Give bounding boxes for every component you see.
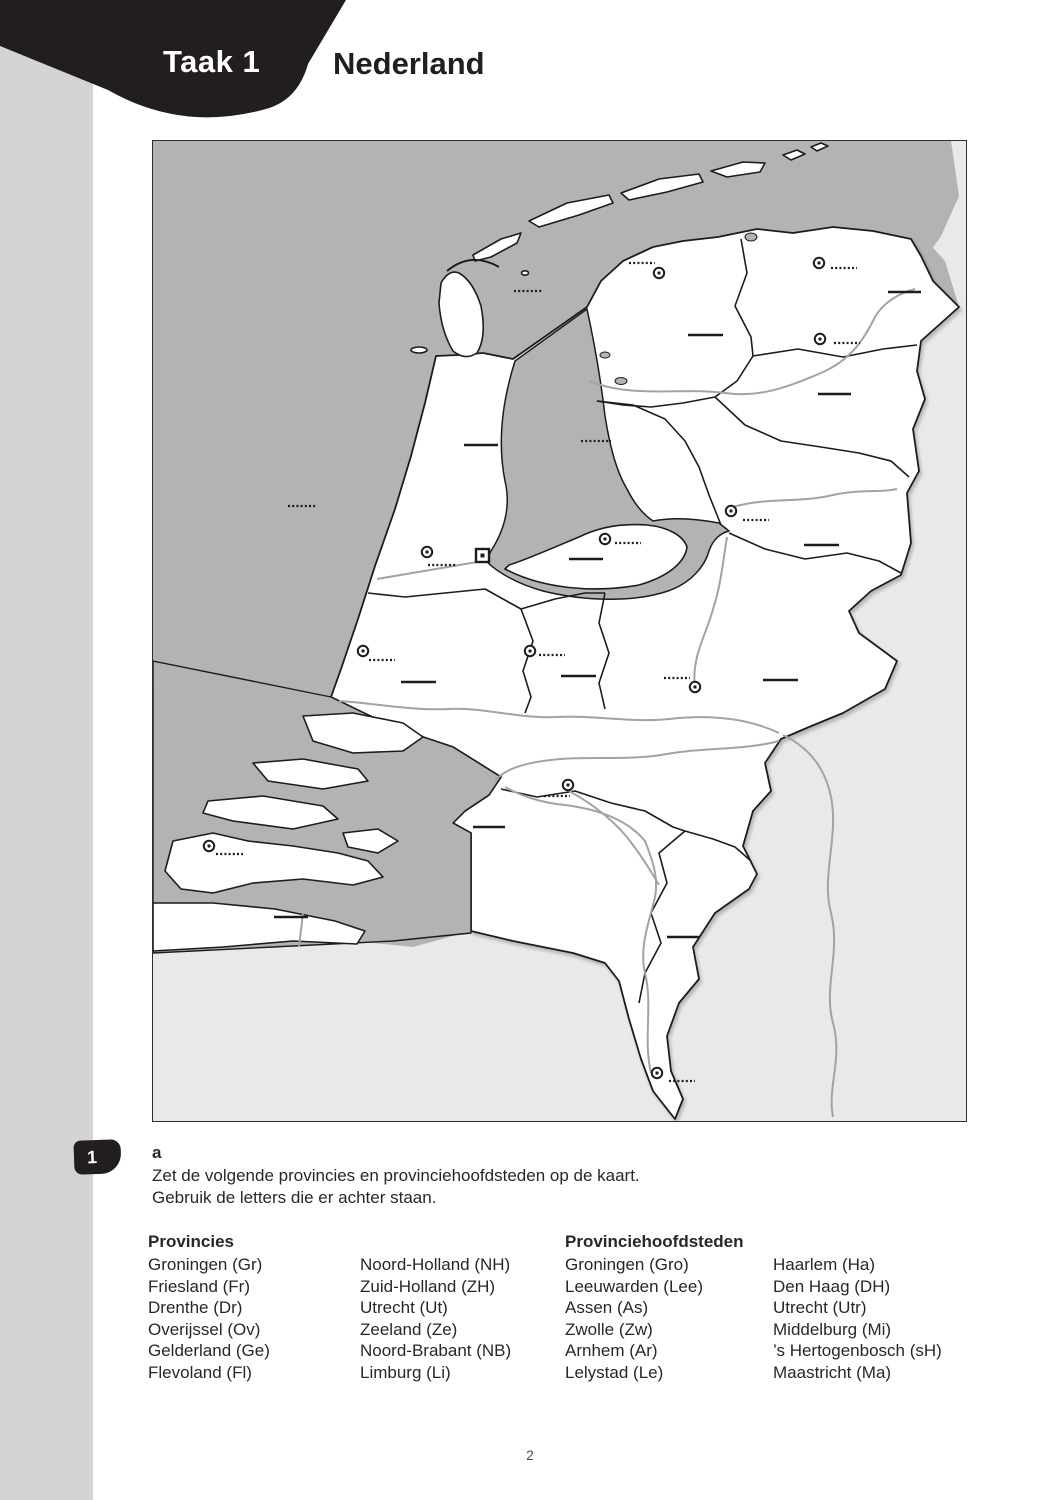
city-marker-zwolle [726, 506, 736, 516]
task-letter: a [152, 1143, 162, 1162]
city-marker-assen [815, 334, 825, 344]
city-marker-maastricht [652, 1068, 662, 1078]
capital-item: Arnhem (Ar) [565, 1341, 658, 1361]
provinces-column-2 [360, 1254, 511, 1384]
city-marker-leeuwarden [654, 268, 664, 278]
city-marker-lelystad [600, 534, 610, 544]
province-item: Flevoland (Fl) [148, 1362, 252, 1382]
capital-item: Groningen (Gro) [565, 1255, 689, 1274]
province-item: Overijssel (Ov) [148, 1319, 261, 1339]
page-title: Nederland [333, 46, 485, 81]
province-item: Utrecht (Ut) [360, 1298, 448, 1318]
netherlands-map [152, 140, 967, 1122]
capital-item: Utrecht (Utr) [773, 1298, 867, 1318]
capital-item: Lelystad (Le) [565, 1362, 664, 1382]
city-marker-arnhem [690, 682, 700, 692]
province-item: Noord-Brabant (NB) [360, 1341, 512, 1361]
province-item: Groningen (Gr) [148, 1255, 263, 1274]
task-instruction-line1: Zet de volgende provincies en provinciehoofdsteden op de kaart. [152, 1166, 640, 1185]
netherlands-map-svg [153, 141, 966, 1121]
noorderhaaks-islet [411, 347, 427, 353]
city-marker-den-haag [358, 646, 368, 656]
capital-item: Haarlem (Ha) [773, 1255, 876, 1274]
griend-islet [522, 271, 529, 275]
city-marker-middelburg [204, 841, 214, 851]
capital-marker-amsterdam [476, 549, 489, 562]
capital-item: Middelburg (Mi) [773, 1319, 892, 1339]
task-instruction-line2: Gebruik de letters die er achter staan. [152, 1188, 437, 1207]
city-marker-den-bosch [563, 780, 573, 790]
city-marker-groningen [814, 258, 824, 268]
province-item: Zeeland (Ze) [360, 1319, 458, 1339]
capitals-header: Provinciehoofdsteden [565, 1232, 744, 1251]
provinces-column-1 [148, 1254, 270, 1384]
city-marker-haarlem [422, 547, 432, 557]
province-item: Gelderland (Ge) [148, 1341, 270, 1361]
left-margin-strip [0, 0, 93, 1500]
province-item: Friesland (Fr) [148, 1276, 251, 1296]
province-item: Zuid-Holland (ZH) [360, 1276, 496, 1296]
city-marker-utrecht [525, 646, 535, 656]
capital-item: Zwolle (Zw) [565, 1319, 653, 1339]
province-item: Noord-Holland (NH) [360, 1255, 511, 1274]
page-number: 2 [526, 1448, 534, 1463]
capital-item: Leeuwarden (Lee) [565, 1276, 703, 1296]
task-banner-label: Taak 1 [163, 44, 261, 79]
provinces-header: Provincies [148, 1232, 234, 1251]
province-item: Drenthe (Dr) [148, 1298, 243, 1318]
capitals-column-2 [773, 1254, 942, 1384]
province-item: Limburg (Li) [360, 1362, 451, 1382]
capital-item: Assen (As) [565, 1298, 649, 1318]
capital-item: Den Haag (DH) [773, 1276, 891, 1296]
capitals-column-1 [565, 1254, 703, 1384]
capital-item: ’s Hertogenbosch (sH) [773, 1341, 942, 1361]
capital-item: Maastricht (Ma) [773, 1362, 892, 1382]
task-number-badge: 1 [73, 1139, 121, 1175]
